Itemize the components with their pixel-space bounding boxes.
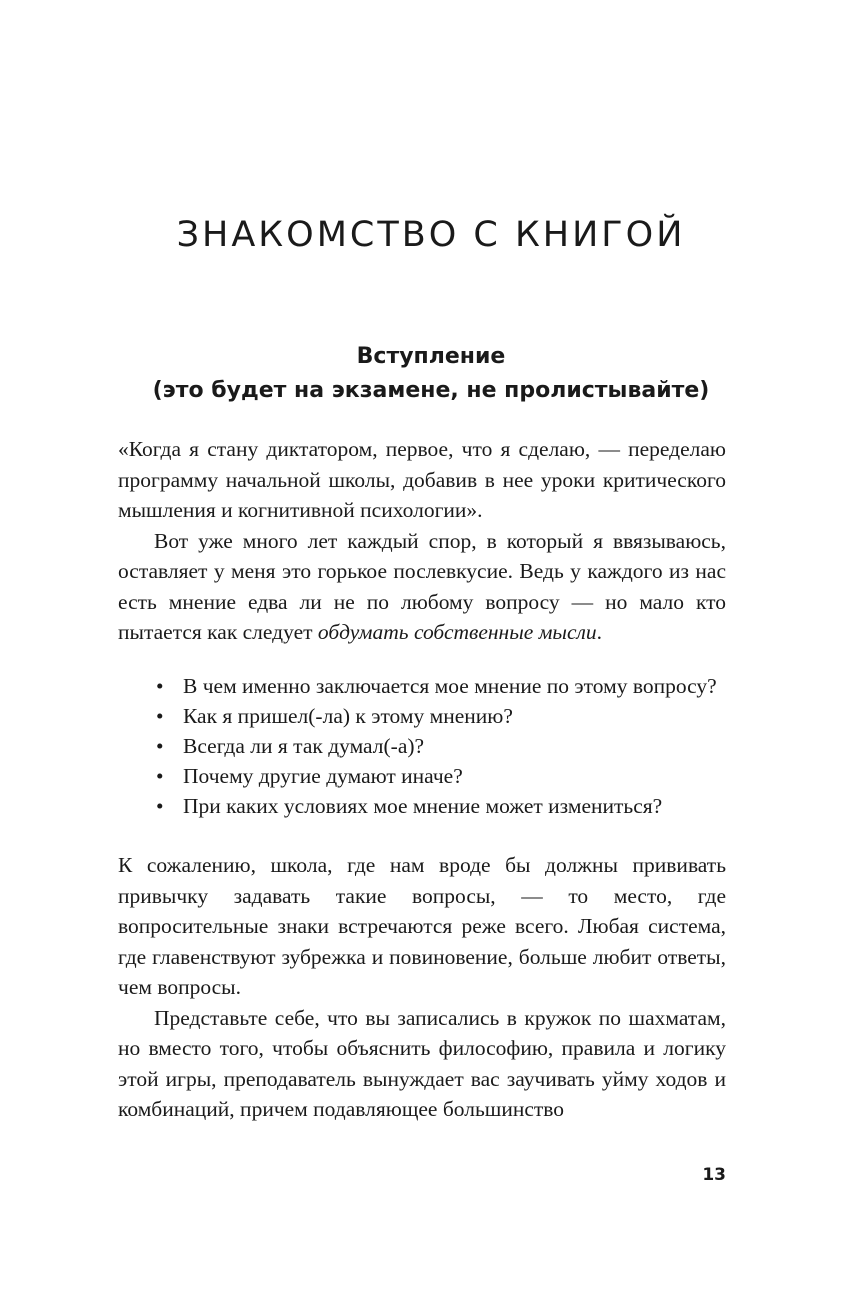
bullet-icon: • — [156, 764, 164, 788]
list-item-text: Почему другие думают иначе? — [183, 764, 463, 788]
paragraph-2 — [118, 526, 726, 648]
list-item — [118, 731, 758, 761]
list-item-text: Как я пришел(-ла) к этому мнению? — [183, 704, 513, 728]
section-title-line-1: Вступление — [356, 344, 506, 369]
list-item — [118, 671, 758, 701]
paragraph-2-italic: обдумать собственные мысли — [317, 620, 597, 644]
section-title-line-2: (это будет на экзамене, не пролистывайте) — [152, 378, 710, 403]
paragraph-2-end: . — [596, 620, 603, 644]
question-list — [118, 671, 758, 821]
page-number: 13 — [702, 1165, 726, 1185]
list-item-text: В чем именно заключается мое мнение по этому вопросу? — [183, 674, 717, 698]
bullet-icon: • — [156, 704, 164, 728]
paragraph-2-text: Вот уже много лет каждый спор, в который я ввязываюсь, оставляет у меня это горькое послевкусие. Ведь у каждого из нас есть мнение едва ли не по любому вопросу — но мало кто пытается как следует — [118, 528, 726, 644]
bullet-icon: • — [156, 734, 164, 758]
list-item — [118, 791, 758, 821]
paragraph-3: К сожалению, школа, где нам вроде бы должны прививать привычку задавать такие вопросы, — то место, где вопросительные знаки встречаются реже всего. Любая система, где главенствуют зубрежка и повиновение, больше любит ответы, чем вопросы. — [118, 853, 726, 999]
list-item — [118, 701, 758, 731]
paragraph-4: Представьте себе, что вы записались в кружок по шахматам, но вместо того, чтобы объяснить философию, правила и логику этой игры, преподаватель вынуждает вас заучивать уйму ходов и комбинаций, причем подавляющее большинство — [118, 1005, 726, 1121]
list-item-text: При каких условиях мое мнение может измениться? — [183, 794, 663, 818]
bullet-icon: • — [156, 794, 164, 818]
main-text-block — [118, 850, 726, 1125]
quote-paragraph: «Когда я стану диктатором, первое, что я сделаю, — переделаю программу начальной школы, добавив в нее уроки критического мышления и когнитивной психологии». — [118, 437, 726, 522]
section-title — [0, 340, 862, 408]
chapter-title: ЗНАКОМСТВО С КНИГОЙ — [176, 215, 686, 255]
list-item — [118, 761, 758, 791]
list-item-text: Всегда ли я так думал(-а)? — [183, 734, 425, 758]
intro-text-block — [118, 434, 726, 648]
bullet-icon: • — [156, 674, 164, 698]
